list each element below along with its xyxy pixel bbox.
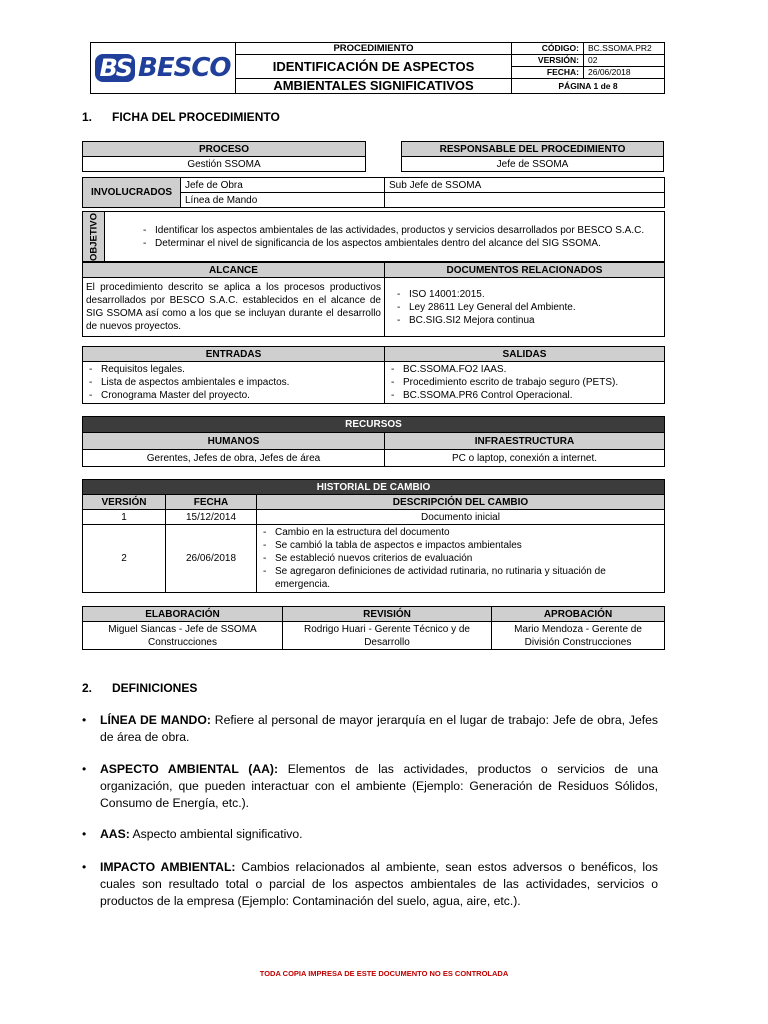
historial-fecha: 26/06/2018: [166, 525, 257, 593]
besco-logo-mark: BS: [95, 54, 135, 82]
page-number: PÁGINA 1 de 8: [512, 79, 665, 94]
involucrado-cell: Sub Jefe de SSOMA: [385, 178, 665, 193]
list-item: - Determinar el nivel de significancia de los aspectos ambientales dentro del alcance del SIG SSOMA.: [141, 237, 660, 250]
involucrado-cell: Jefe de Obra: [181, 178, 385, 193]
definition-text: Cambios relacionados al ambiente, sean estos adversos o benéficos, los cuales son resultado total o parcial de los aspectos ambientales de las actividades, servicios o productos de la empresa (Ejemplo: Contaminación del suelo, agua, aire, etc.).: [100, 860, 659, 908]
proceso-header: PROCESO: [83, 142, 366, 157]
definition-term: ASPECTO AMBIENTAL (AA):: [100, 762, 279, 776]
doc-title-line1: IDENTIFICACIÓN DE ASPECTOS: [272, 58, 475, 74]
definition-text: Elementos de las actividades, productos o servicios de una organización, que pueden interactuar con el ambiente (Ejemplo: Generación de Residuos Sólidos, Consumo de Energía, etc.).: [100, 762, 658, 810]
doc-type: PROCEDIMIENTO: [236, 43, 512, 55]
entradas-list: [87, 363, 380, 402]
table-row: [83, 510, 665, 525]
responsable-header: RESPONSABLE DEL PROCEDIMIENTO: [402, 142, 664, 157]
definition-item: [82, 826, 658, 843]
salidas-list: [389, 363, 660, 402]
involucrado-cell: Línea de Mando: [181, 193, 385, 208]
definition-term: IMPACTO AMBIENTAL:: [100, 860, 236, 874]
definition-text: Refiere al personal de mayor jerarquía en el lugar de trabajo: Jefe de obra, Jefes de área de obra.: [100, 713, 658, 744]
recursos-table: [82, 416, 665, 467]
historial-table: [82, 479, 665, 593]
codigo-label: CÓDIGO:: [512, 43, 584, 55]
list-item: - Ley 28611 Ley General del Ambiente.: [395, 301, 660, 314]
doc-title: [236, 55, 512, 79]
entradas-content: [83, 362, 385, 404]
table-row: [83, 525, 665, 593]
infraestructura-value: PC o laptop, conexión a internet.: [385, 450, 665, 467]
historial-descripcion: [257, 525, 665, 593]
logo-cell: [91, 43, 236, 94]
list-item: - Identificar los aspectos ambientales de las actividades, productos y servicios desarrollados por BESCO S.A.C.: [141, 224, 660, 237]
list-item: - Requisitos legales.: [87, 363, 380, 376]
aprobacion-header: APROBACIÓN: [492, 607, 665, 622]
involucrado-cell: [385, 193, 665, 208]
entradas-salidas-table: [82, 346, 665, 404]
historial-version: 1: [83, 510, 166, 525]
list-item: - Se estableció nuevos criterios de evaluación: [261, 552, 660, 565]
document-header: [90, 42, 665, 94]
version-label: VERSIÓN:: [512, 55, 584, 67]
objetivo-label: OBJETIVO: [88, 212, 99, 261]
infraestructura-header: INFRAESTRUCTURA: [385, 433, 665, 450]
historial-descripcion: Documento inicial: [257, 510, 665, 525]
historial-fecha: 15/12/2014: [166, 510, 257, 525]
humanos-value: Gerentes, Jefes de obra, Jefes de área: [83, 450, 385, 467]
elaboracion-header: ELABORACIÓN: [83, 607, 283, 622]
list-item: - Cronograma Master del proyecto.: [87, 389, 380, 402]
bullet-icon: •: [82, 762, 87, 776]
historial-col-fecha: FECHA: [166, 495, 257, 510]
entradas-header: ENTRADAS: [83, 347, 385, 362]
list-item: - BC.SIG.SI2 Mejora continua: [395, 314, 660, 327]
fecha-value: 26/06/2018: [584, 67, 665, 79]
alcance-text: El procedimiento descrito se aplica a los procesos productivos desarrollados por BESCO S.A.C. establecidos en el alcance de SIG SSOMA así como a los que se incluyan durante el desarrollo de nuevos proyectos.: [83, 278, 385, 337]
list-item: - BC.SSOMA.FO2 IAAS.: [389, 363, 660, 376]
besco-logo: [95, 54, 230, 82]
documentos-header: DOCUMENTOS RELACIONADOS: [385, 263, 665, 278]
objetivo-table: [82, 211, 665, 262]
besco-logo-text: BESCO: [138, 52, 231, 83]
revision-header: REVISIÓN: [283, 607, 492, 622]
list-item: - Procedimiento escrito de trabajo seguro (PETS).: [389, 376, 660, 389]
proceso-value: Gestión SSOMA: [83, 157, 366, 172]
recursos-header: RECURSOS: [83, 417, 665, 433]
historial-header: HISTORIAL DE CAMBIO: [83, 480, 665, 495]
version-value: 02: [584, 55, 665, 67]
historial-col-version: VERSIÓN: [83, 495, 166, 510]
proceso-table: [82, 141, 366, 172]
section-2-title: 2. DEFINICIONES: [82, 681, 198, 695]
historial-version: 2: [83, 525, 166, 593]
definition-term: AAS:: [100, 827, 130, 841]
footer-notice: TODA COPIA IMPRESA DE ESTE DOCUMENTO NO ES CONTROLADA: [259, 969, 509, 978]
definition-item: [82, 712, 658, 746]
objetivo-list: [141, 224, 660, 250]
elaboracion-value: Miguel Siancas - Jefe de SSOMA Construcciones: [83, 622, 283, 650]
fecha-label: FECHA:: [512, 67, 584, 79]
codigo-value: BC.SSOMA.PR2: [584, 43, 665, 55]
revision-value: Rodrigo Huari - Gerente Técnico y de Desarrollo: [283, 622, 492, 650]
bullet-icon: •: [82, 713, 87, 727]
humanos-header: HUMANOS: [83, 433, 385, 450]
aprobacion-value: Mario Mendoza - Gerente de División Construcciones: [492, 622, 665, 650]
responsable-value: Jefe de SSOMA: [402, 157, 664, 172]
firmas-table: [82, 606, 665, 650]
objetivo-content: [105, 212, 665, 262]
historial-col-descripcion: DESCRIPCIÓN DEL CAMBIO: [257, 495, 665, 510]
bullet-icon: •: [82, 827, 87, 841]
list-item: - Se agregaron definiciones de actividad rutinaria, no rutinaria y situación de emergencia.: [261, 565, 660, 591]
documentos-content: [385, 278, 665, 337]
objetivo-label-cell: [83, 212, 105, 262]
list-item: - BC.SSOMA.PR6 Control Operacional.: [389, 389, 660, 402]
definition-item: [82, 761, 658, 812]
salidas-header: SALIDAS: [385, 347, 665, 362]
bullet-icon: •: [82, 860, 87, 874]
alcance-table: [82, 262, 665, 337]
involucrados-label: INVOLUCRADOS: [83, 178, 181, 208]
historial-change-list: [261, 526, 660, 591]
list-item: - Se cambió la tabla de aspectos e impactos ambientales: [261, 539, 660, 552]
definition-item: [82, 859, 659, 910]
alcance-header: ALCANCE: [83, 263, 385, 278]
involucrados-table: [82, 177, 665, 208]
salidas-content: [385, 362, 665, 404]
section-1-title: 1. FICHA DEL PROCEDIMIENTO: [82, 110, 280, 124]
responsable-table: [401, 141, 664, 172]
definition-text: Aspecto ambiental significativo.: [129, 827, 303, 841]
documentos-list: [395, 288, 660, 327]
list-item: - ISO 14001:2015.: [395, 288, 660, 301]
list-item: - Cambio en la estructura del documento: [261, 526, 660, 539]
definition-term: LÍNEA DE MANDO:: [100, 713, 211, 727]
doc-title-line2: AMBIENTALES SIGNIFICATIVOS: [236, 79, 512, 94]
list-item: - Lista de aspectos ambientales e impactos.: [87, 376, 380, 389]
